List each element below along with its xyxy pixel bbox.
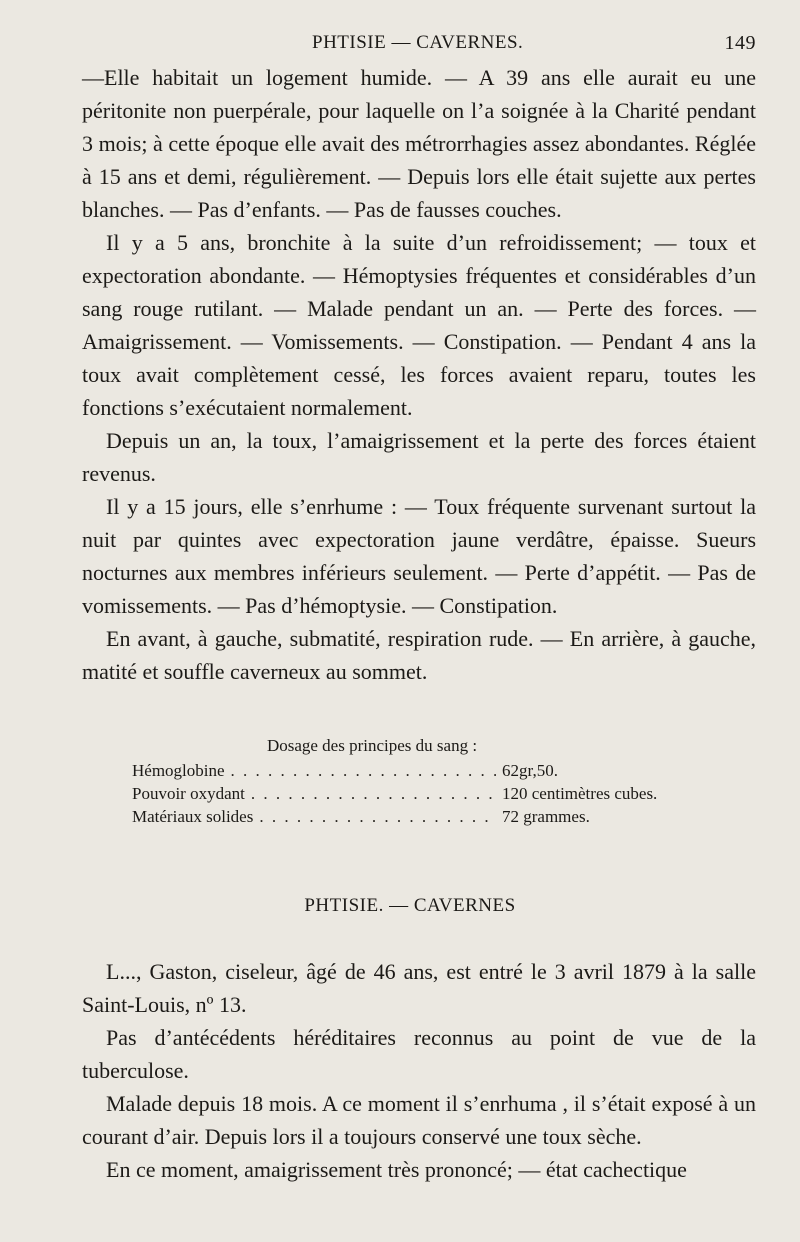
blood-dosage-value: 120 centimètres cubes. — [502, 784, 658, 803]
blood-dosage-label: Matériaux solides — [132, 807, 254, 826]
dot-leader — [251, 782, 496, 805]
paragraph: Pas d’antécédents héréditaires reconnus au point de vue de la tuberculose. — [82, 1025, 756, 1083]
paragraph: L..., Gaston, ciseleur, âgé de 46 ans, est entré le 3 avril 1879 à la salle Saint-Louis, nº 13. — [82, 959, 756, 1017]
blood-dosage-value: 62gr,50. — [502, 761, 558, 780]
blood-dosage-value: 72 grammes. — [502, 807, 590, 826]
paragraph: En ce moment, amaigrissement très prononcé; — état cachectique — [106, 1157, 687, 1182]
second-case-text — [82, 955, 756, 1186]
blood-dosage-table — [132, 734, 732, 828]
blood-dosage-row — [132, 782, 732, 805]
paragraph: Il y a 15 jours, elle s’enrhume : — Toux fréquente survenant surtout la nuit par quintes avec expectoration jaune verdâtre, épaisse. Sueurs nocturnes aux membres inférieurs seulement. — Perte d’appétit. — Pas de vomissements. — Pas d’hémoptysie. — Constipation. — [82, 494, 756, 618]
paragraph: Malade depuis 18 mois. A ce moment il s’enrhuma , il s’était exposé à un courant d’air. Depuis lors il a toujours conservé une toux sèche. — [82, 1091, 756, 1149]
dot-leader — [231, 759, 496, 782]
case-history-text — [82, 61, 756, 688]
paragraph: —Elle habitait un logement humide. — A 39 ans elle aurait eu une péritonite non puerpérale, pour laquelle on l’a soignée à la Charité pendant 3 mois; à cette époque elle avait des métrorrhagies assez abondantes. Réglée à 15 ans et demi, régulièrement. — Depuis lors elle était sujette aux pertes blanches. — Pas d’enfants. — Pas de fausses couches. — [82, 65, 756, 222]
running-title: PHTISIE — CAVERNES. — [312, 32, 524, 53]
dot-leader — [259, 805, 496, 828]
blood-dosage-label: Pouvoir oxydant — [132, 784, 245, 803]
section-heading: PHTISIE. — CAVERNES — [304, 895, 516, 916]
paragraph: En avant, à gauche, submatité, respiration rude. — En arrière, à gauche, matité et souffle caverneux au sommet. — [82, 626, 756, 684]
blood-dosage-row — [132, 759, 732, 782]
paragraph: Il y a 5 ans, bronchite à la suite d’un refroidissement; — toux et expectoration abondante. — Hémoptysies fréquentes et considérables d’un sang rouge rutilant. — Malade pendant un an. — Perte des forces. — Amaigrissement. — Vomissements. — Constipation. — Pendant 4 ans la toux avait complètement cessé, les forces avaient reparu, toutes les fonctions s’exécutaient normalement. — [82, 230, 756, 420]
running-head — [0, 32, 800, 60]
paragraph: Depuis un an, la toux, l’amaigrissement et la perte des forces étaient revenus. — [82, 428, 756, 486]
page-number: 149 — [724, 32, 756, 54]
blood-dosage-label: Hémoglobine — [132, 761, 225, 780]
blood-dosage-row — [132, 805, 732, 828]
blood-dosage-title: Dosage des principes du sang : — [266, 736, 478, 755]
